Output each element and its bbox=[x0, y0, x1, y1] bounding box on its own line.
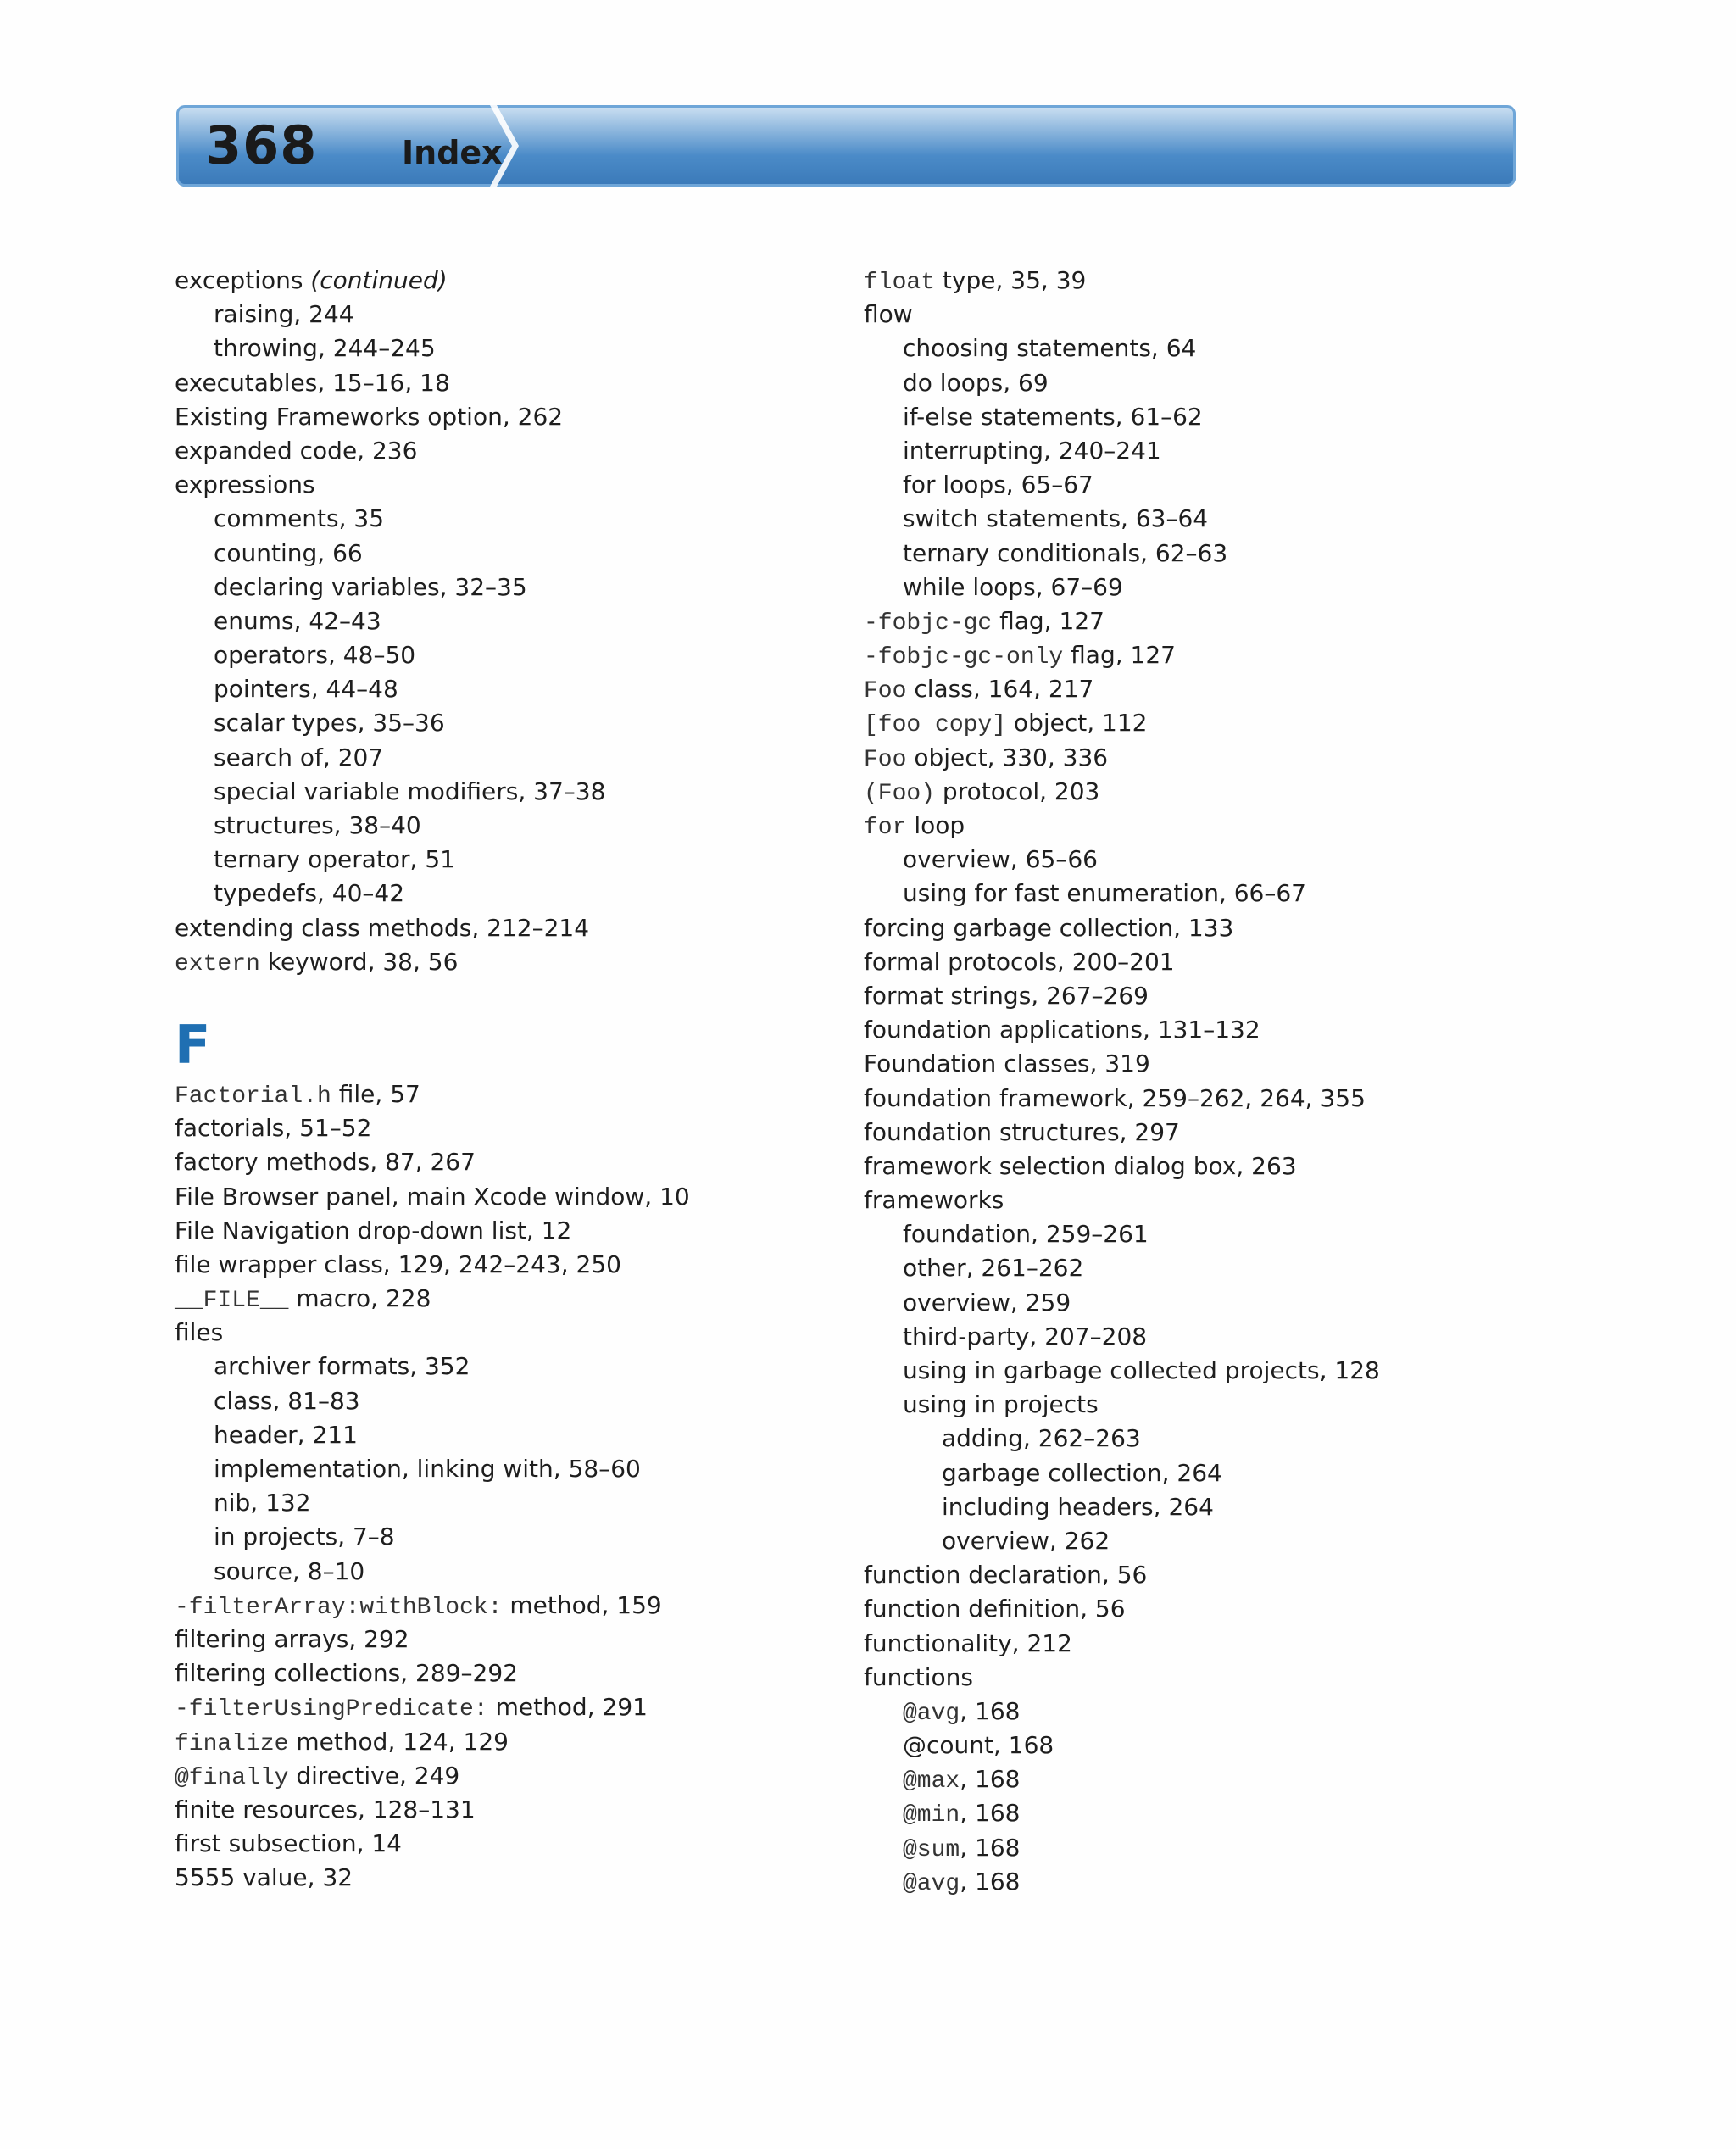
continued-note: (continued) bbox=[310, 266, 448, 294]
code-term: @sum bbox=[903, 1836, 960, 1863]
entry-text: functionality, 212 bbox=[864, 1628, 1072, 1657]
index-entry bbox=[175, 1656, 836, 1690]
index-entry bbox=[864, 1183, 1542, 1217]
index-entry bbox=[175, 1316, 836, 1350]
code-term: (Foo) bbox=[864, 780, 936, 807]
index-entry bbox=[175, 1725, 836, 1759]
index-subentry bbox=[864, 1251, 1542, 1285]
index-subentry bbox=[864, 1762, 1542, 1796]
entry-text: for loops, 65–67 bbox=[903, 470, 1093, 499]
index-entry bbox=[864, 298, 1542, 331]
entry-text: class, 81–83 bbox=[214, 1386, 360, 1415]
index-entry bbox=[864, 638, 1542, 672]
entry-text: in projects, 7–8 bbox=[214, 1523, 395, 1551]
index-subentry bbox=[864, 1490, 1542, 1524]
index-subentry bbox=[175, 604, 836, 638]
entry-text: files bbox=[175, 1318, 224, 1347]
index-entry bbox=[864, 1082, 1542, 1116]
index-entry bbox=[864, 775, 1542, 809]
index-subentry bbox=[175, 843, 836, 877]
entry-text: operators, 48–50 bbox=[214, 641, 416, 670]
entry-text: file, 57 bbox=[331, 1079, 420, 1108]
entry-text: , 168 bbox=[960, 1765, 1021, 1794]
index-entry bbox=[175, 1145, 836, 1179]
entry-text: foundation applications, 131–132 bbox=[864, 1016, 1260, 1044]
entry-text: garbage collection, 264 bbox=[942, 1458, 1222, 1487]
index-entry bbox=[864, 1013, 1542, 1047]
index-column-right bbox=[864, 264, 1542, 1899]
entry-text: third-party, 207–208 bbox=[903, 1322, 1148, 1350]
entry-text: adding, 262–263 bbox=[942, 1424, 1141, 1453]
entry-text: File Navigation drop-down list, 12 bbox=[175, 1216, 572, 1244]
entry-text: 5555 value, 32 bbox=[175, 1863, 353, 1892]
index-subentry bbox=[175, 502, 836, 536]
section-gap bbox=[175, 979, 836, 1013]
index-subentry bbox=[864, 1354, 1542, 1388]
entry-text: scalar types, 35–36 bbox=[214, 709, 445, 738]
entry-text: method, 291 bbox=[487, 1693, 648, 1722]
entry-text: source, 8–10 bbox=[214, 1556, 365, 1585]
index-entry bbox=[175, 1793, 836, 1827]
code-term: finalize bbox=[175, 1730, 289, 1757]
index-subentry bbox=[864, 1831, 1542, 1865]
index-subentry bbox=[175, 1452, 836, 1486]
index-entry bbox=[175, 1759, 836, 1793]
entry-text: expanded code, 236 bbox=[175, 436, 418, 465]
index-entry bbox=[864, 1116, 1542, 1150]
index-subentry bbox=[864, 434, 1542, 468]
index-subentry bbox=[864, 1524, 1542, 1558]
index-subentry bbox=[864, 537, 1542, 571]
index-entry bbox=[864, 264, 1542, 298]
index-entry bbox=[175, 1827, 836, 1861]
entry-text: throwing, 244–245 bbox=[214, 334, 436, 363]
code-term: -fobjc-gc bbox=[864, 610, 993, 637]
index-entry bbox=[864, 1592, 1542, 1626]
entry-text: foundation framework, 259–262, 264, 355 bbox=[864, 1083, 1366, 1112]
index-entry bbox=[175, 1214, 836, 1248]
entry-text: directive, 249 bbox=[288, 1761, 460, 1790]
entry-text: comments, 35 bbox=[214, 504, 385, 533]
index-subentry bbox=[175, 706, 836, 740]
entry-text: protocol, 203 bbox=[935, 777, 1100, 805]
entry-text: flag, 127 bbox=[992, 606, 1104, 635]
entry-text: using in projects bbox=[903, 1390, 1099, 1419]
code-term: -filterArray:withBlock: bbox=[175, 1594, 503, 1621]
code-term: @avg bbox=[903, 1700, 960, 1727]
index-entry bbox=[175, 1180, 836, 1214]
index-entry bbox=[175, 1077, 836, 1111]
entry-text: class, 164, 217 bbox=[906, 675, 1094, 704]
index-subentry bbox=[864, 1865, 1542, 1899]
index-entry bbox=[864, 809, 1542, 843]
entry-text: @count, 168 bbox=[903, 1731, 1054, 1760]
index-subentry bbox=[175, 638, 836, 672]
entry-text: object, 330, 336 bbox=[906, 743, 1109, 771]
index-subentry bbox=[864, 843, 1542, 877]
index-entry bbox=[175, 468, 836, 502]
code-term: @avg bbox=[903, 1870, 960, 1897]
entry-text: special variable modifiers, 37–38 bbox=[214, 777, 606, 805]
entry-text: extending class methods, 212–214 bbox=[175, 913, 590, 942]
entry-text: choosing statements, 64 bbox=[903, 334, 1197, 363]
page-number: 368 bbox=[205, 114, 318, 176]
index-subentry bbox=[175, 1555, 836, 1589]
entry-text: ternary operator, 51 bbox=[214, 845, 455, 874]
entry-text: archiver formats, 352 bbox=[214, 1352, 470, 1381]
index-entry bbox=[864, 741, 1542, 775]
index-subentry bbox=[864, 877, 1542, 910]
index-subentry bbox=[864, 400, 1542, 434]
entry-text: framework selection dialog box, 263 bbox=[864, 1151, 1297, 1180]
index-subentry bbox=[175, 775, 836, 809]
entry-text: keyword, 38, 56 bbox=[259, 947, 459, 976]
index-subentry bbox=[864, 571, 1542, 604]
code-term: [foo copy] bbox=[864, 712, 1007, 739]
index-entry bbox=[864, 979, 1542, 1013]
entry-text: overview, 65–66 bbox=[903, 845, 1098, 874]
index-entry bbox=[864, 1047, 1542, 1081]
index-subentry bbox=[175, 298, 836, 331]
entry-text: formal protocols, 200–201 bbox=[864, 947, 1175, 976]
index-entry bbox=[864, 672, 1542, 706]
entry-text: File Browser panel, main Xcode window, 10 bbox=[175, 1182, 690, 1211]
entry-text: method, 124, 129 bbox=[288, 1727, 509, 1756]
entry-text: including headers, 264 bbox=[942, 1492, 1214, 1521]
entry-text: typedefs, 40–42 bbox=[214, 879, 405, 908]
code-term: extern bbox=[175, 950, 260, 977]
entry-text: header, 211 bbox=[214, 1420, 358, 1449]
code-term: @min bbox=[903, 1802, 960, 1829]
index-subentry bbox=[175, 809, 836, 843]
index-column-left bbox=[175, 264, 836, 1895]
index-entry bbox=[864, 604, 1542, 638]
entry-text: structures, 38–40 bbox=[214, 811, 421, 839]
code-term: float bbox=[864, 270, 936, 296]
index-entry bbox=[175, 1282, 836, 1316]
entry-text: , 168 bbox=[960, 1867, 1021, 1896]
index-entry bbox=[175, 1690, 836, 1724]
entry-text: raising, 244 bbox=[214, 300, 354, 329]
entry-text: enums, 42–43 bbox=[214, 606, 381, 635]
index-entry bbox=[864, 1661, 1542, 1695]
entry-text: ternary conditionals, 62–63 bbox=[903, 538, 1228, 567]
code-term: for bbox=[864, 815, 907, 841]
entry-text: interrupting, 240–241 bbox=[903, 436, 1161, 465]
entry-text: nib, 132 bbox=[214, 1489, 311, 1517]
entry-text: macro, 228 bbox=[288, 1284, 431, 1313]
entry-text: factory methods, 87, 267 bbox=[175, 1148, 476, 1177]
entry-text: while loops, 67–69 bbox=[903, 572, 1123, 601]
index-subentry bbox=[175, 331, 836, 365]
entry-text: , 168 bbox=[960, 1799, 1021, 1828]
entry-text: using for fast enumeration, 66–67 bbox=[903, 879, 1306, 908]
entry-text: factorials, 51–52 bbox=[175, 1114, 372, 1143]
entry-text: overview, 259 bbox=[903, 1288, 1071, 1317]
index-subentry bbox=[864, 331, 1542, 365]
entry-text: object, 112 bbox=[1006, 709, 1148, 738]
index-entry bbox=[864, 1558, 1542, 1592]
index-subentry bbox=[175, 672, 836, 706]
entry-text: filtering arrays, 292 bbox=[175, 1624, 409, 1653]
page-header-banner bbox=[176, 105, 1516, 187]
index-subentry bbox=[864, 502, 1542, 536]
index-subentry bbox=[864, 468, 1542, 502]
index-subentry bbox=[864, 1796, 1542, 1830]
entry-text: flow bbox=[864, 300, 913, 329]
entry-text: , 168 bbox=[960, 1833, 1021, 1862]
index-entry bbox=[175, 945, 836, 979]
entry-text: switch statements, 63–64 bbox=[903, 504, 1209, 533]
entry-text: declaring variables, 32–35 bbox=[214, 572, 527, 601]
entry-text: expressions bbox=[175, 470, 315, 499]
entry-text: , 168 bbox=[960, 1696, 1021, 1725]
index-subentry bbox=[175, 537, 836, 571]
entry-text: counting, 66 bbox=[214, 538, 363, 567]
index-subentry bbox=[864, 1422, 1542, 1456]
index-entry bbox=[864, 706, 1542, 740]
index-entry bbox=[175, 1248, 836, 1282]
entry-text: file wrapper class, 129, 242–243, 250 bbox=[175, 1250, 621, 1278]
index-entry bbox=[175, 264, 836, 298]
entry-text: executables, 15–16, 18 bbox=[175, 368, 450, 397]
index-subentry bbox=[175, 1350, 836, 1383]
entry-text: using in garbage collected projects, 128 bbox=[903, 1356, 1380, 1384]
entry-text: foundation structures, 297 bbox=[864, 1117, 1180, 1146]
index-subentry bbox=[864, 1217, 1542, 1251]
index-entry bbox=[175, 1623, 836, 1656]
index-subentry bbox=[175, 1486, 836, 1520]
index-subentry bbox=[175, 1384, 836, 1418]
entry-text: type, 35, 39 bbox=[935, 266, 1087, 294]
code-term: Foo bbox=[864, 678, 907, 705]
code-term: Factorial.h bbox=[175, 1083, 331, 1110]
entry-text: pointers, 44–48 bbox=[214, 675, 398, 704]
entry-text: exceptions bbox=[175, 266, 311, 294]
index-subentry bbox=[175, 1520, 836, 1554]
index-subentry bbox=[864, 1729, 1542, 1762]
code-term: __FILE__ bbox=[175, 1288, 289, 1315]
entry-text: other, 261–262 bbox=[903, 1254, 1084, 1283]
index-entry bbox=[864, 1150, 1542, 1183]
entry-text: do loops, 69 bbox=[903, 368, 1049, 397]
index-subentry bbox=[864, 1695, 1542, 1729]
index-entry bbox=[175, 400, 836, 434]
entry-text: function definition, 56 bbox=[864, 1595, 1126, 1623]
entry-text: function declaration, 56 bbox=[864, 1561, 1148, 1589]
entry-text: forcing garbage collection, 133 bbox=[864, 913, 1234, 942]
entry-text: foundation, 259–261 bbox=[903, 1220, 1149, 1249]
entry-text: Existing Frameworks option, 262 bbox=[175, 402, 564, 431]
index-subentry bbox=[175, 571, 836, 604]
index-subentry bbox=[864, 1286, 1542, 1320]
index-entry bbox=[864, 945, 1542, 979]
code-term: Foo bbox=[864, 746, 907, 773]
index-subentry bbox=[175, 877, 836, 910]
entry-text: method, 159 bbox=[502, 1590, 662, 1619]
index-entry bbox=[175, 1589, 836, 1623]
index-subentry bbox=[175, 1418, 836, 1452]
entry-text: functions bbox=[864, 1662, 973, 1691]
entry-text: search of, 207 bbox=[214, 743, 384, 771]
entry-text: flag, 127 bbox=[1063, 641, 1176, 670]
entry-text: implementation, linking with, 58–60 bbox=[214, 1455, 641, 1483]
index-entry bbox=[864, 911, 1542, 945]
entry-text: first subsection, 14 bbox=[175, 1829, 402, 1858]
entry-text: if-else statements, 61–62 bbox=[903, 402, 1203, 431]
index-entry bbox=[175, 434, 836, 468]
index-subentry bbox=[864, 1320, 1542, 1354]
index-subentry bbox=[175, 741, 836, 775]
index-subentry bbox=[864, 1456, 1542, 1490]
index-entry bbox=[175, 1111, 836, 1145]
entry-text: filtering collections, 289–292 bbox=[175, 1659, 518, 1688]
entry-text: Foundation classes, 319 bbox=[864, 1049, 1150, 1078]
entry-text: overview, 262 bbox=[942, 1526, 1110, 1555]
index-entry bbox=[175, 911, 836, 945]
entry-text: finite resources, 128–131 bbox=[175, 1795, 476, 1823]
code-term: -fobjc-gc-only bbox=[864, 644, 1064, 671]
section-letter-heading: F bbox=[175, 1013, 211, 1076]
index-subentry bbox=[864, 366, 1542, 400]
index-subentry bbox=[864, 1388, 1542, 1422]
index-entry bbox=[175, 1861, 836, 1895]
entry-text: format strings, 267–269 bbox=[864, 981, 1149, 1010]
code-term: @max bbox=[903, 1768, 960, 1795]
index-entry bbox=[864, 1627, 1542, 1661]
entry-text: loop bbox=[906, 811, 965, 839]
code-term: @finally bbox=[175, 1764, 289, 1791]
entry-text: frameworks bbox=[864, 1186, 1004, 1215]
index-entry bbox=[175, 366, 836, 400]
code-term: -filterUsingPredicate: bbox=[175, 1696, 488, 1723]
running-title: Index bbox=[402, 134, 503, 171]
